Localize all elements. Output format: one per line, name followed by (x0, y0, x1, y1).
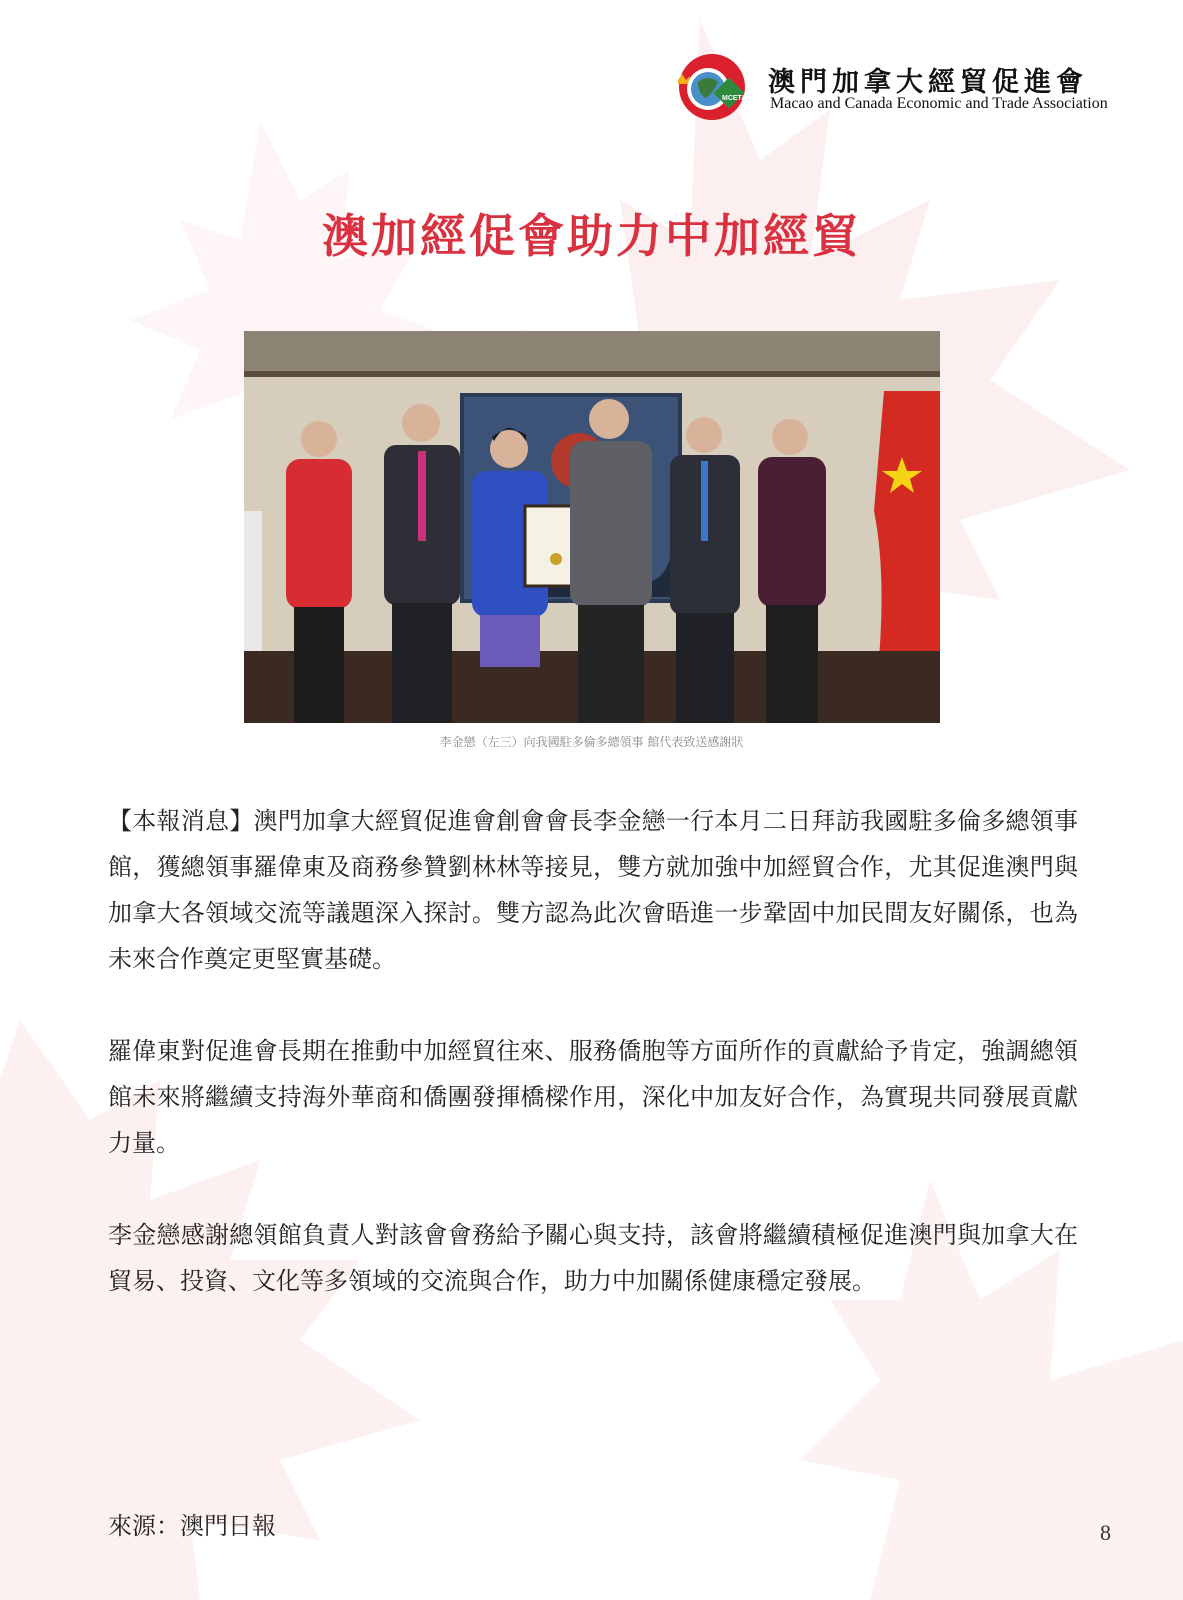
association-logo (670, 52, 752, 122)
org-name-chinese: 澳門加拿大經貿促進會 (768, 67, 1088, 98)
article-paragraph: 【本報消息】澳門加拿大經貿促進會創會會長李金戀一行本月二日拜訪我國駐多倫多總領事館，獲總領事羅偉東及商務參贊劉林林等接見，雙方就加強中加經貿合作，尤其促進澳門與加拿大各領域交流等議題深入探討。雙方認為此次會晤進一步鞏固中加民間友好關係，也為未來合作奠定更堅實基礎。 (108, 807, 1078, 973)
page-number: 8 (1100, 1520, 1111, 1545)
org-name-english: Macao and Canada Economic and Trade Association (770, 95, 1108, 112)
article-photo (244, 331, 940, 723)
article-body (108, 798, 1078, 1350)
article-headline: 澳加經促會助力中加經貿 (322, 209, 861, 263)
photo-caption: 李金戀（左三）向我國駐多倫多總領事 館代表致送感謝狀 (439, 735, 744, 749)
page-header (670, 52, 1130, 132)
article-source: 來源：澳門日報 (108, 1512, 276, 1540)
group-photo-image (244, 331, 940, 723)
logo-text: MCETA (722, 95, 747, 102)
article-paragraph: 李金戀感謝總領館負責人對該會會務給予關心與支持，該會將繼續積極促進澳門與加拿大在貿易、投資、文化等多領域的交流與合作，助力中加關係健康穩定發展。 (108, 1221, 1078, 1295)
article-paragraph: 羅偉東對促進會長期在推動中加經貿往來、服務僑胞等方面所作的貢獻給予肯定，強調總領館未來將繼續支持海外華商和僑團發揮橋樑作用，深化中加友好合作，為實現共同發展貢獻力量。 (108, 1037, 1078, 1157)
